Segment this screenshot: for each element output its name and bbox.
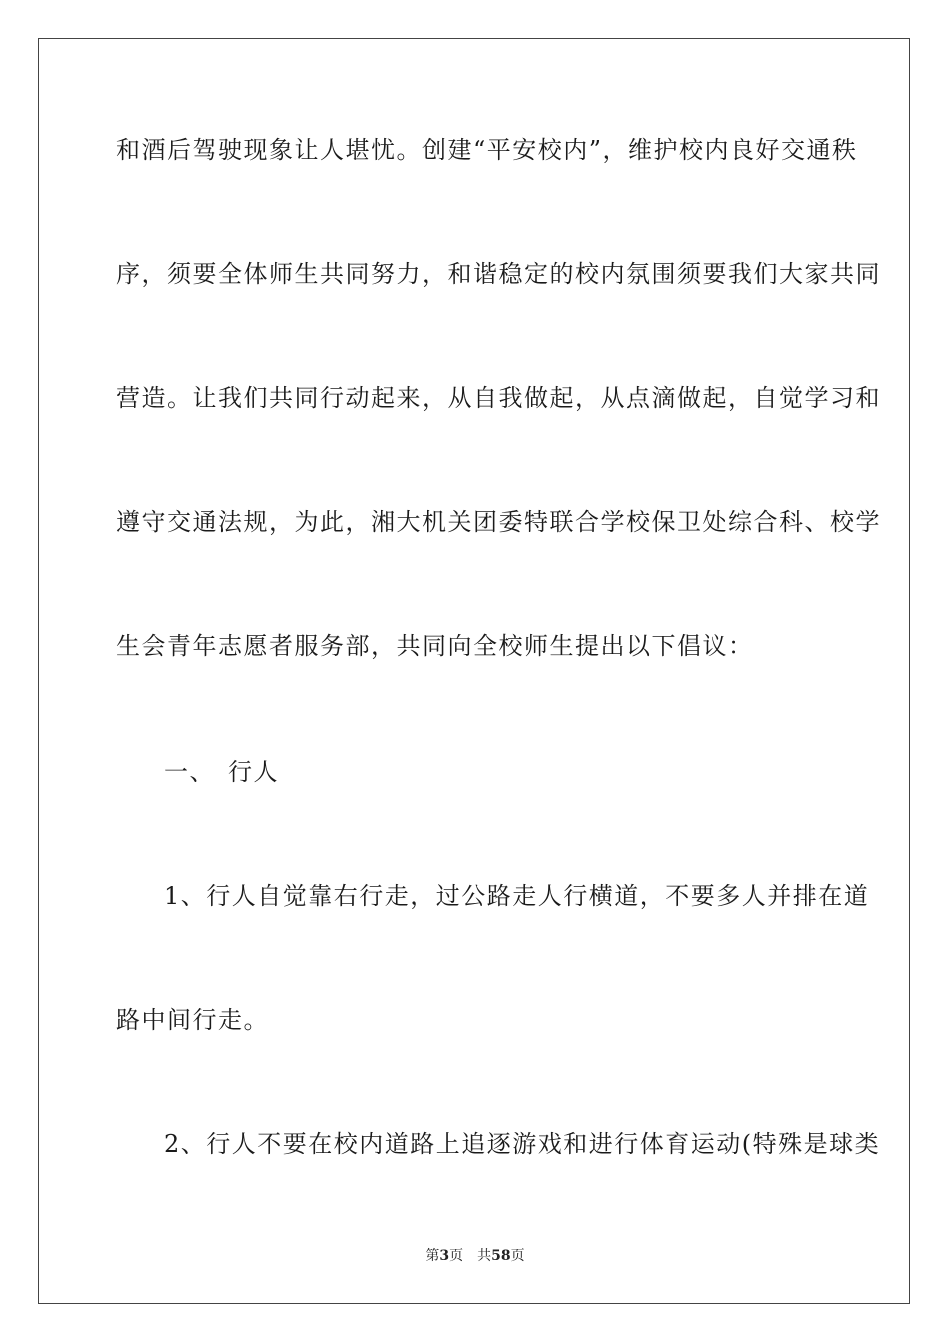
section-title: 行人 [228, 758, 279, 786]
total-prefix: 共 [477, 1248, 492, 1264]
page-number: 3 [439, 1248, 450, 1264]
item-1-line-2: 路中间行走。 [116, 1006, 269, 1034]
page-border [38, 38, 910, 1304]
section-number: 一、 [164, 758, 215, 786]
section-heading [164, 756, 279, 788]
page-footer [0, 1246, 950, 1266]
paragraph-line-4: 遵守交通法规，为此，湘大机关团委特联合学校保卫处综合科、校学 [116, 508, 881, 536]
total-pages: 58 [491, 1248, 511, 1264]
page-prefix: 第 [425, 1248, 440, 1264]
total-suffix: 页 [510, 1248, 525, 1264]
paragraph-line-1: 和酒后驾驶现象让人堪忧。创建“平安校内”，维护校内良好交通秩 [116, 136, 858, 164]
item-1-line-1: 1、行人自觉靠右行走，过公路走人行横道，不要多人并排在道 [164, 882, 870, 910]
paragraph-line-3: 营造。让我们共同行动起来，从自我做起，从点滴做起，自觉学习和 [116, 384, 881, 412]
paragraph-line-2: 序，须要全体师生共同努力，和谐稳定的校内氛围须要我们大家共同 [116, 260, 881, 288]
page-suffix: 页 [449, 1248, 464, 1264]
item-2-line-1: 2、行人不要在校内道路上追逐游戏和进行体育运动(特殊是球类 [164, 1130, 881, 1158]
paragraph-line-5: 生会青年志愿者服务部，共同向全校师生提出以下倡议： [116, 632, 754, 660]
